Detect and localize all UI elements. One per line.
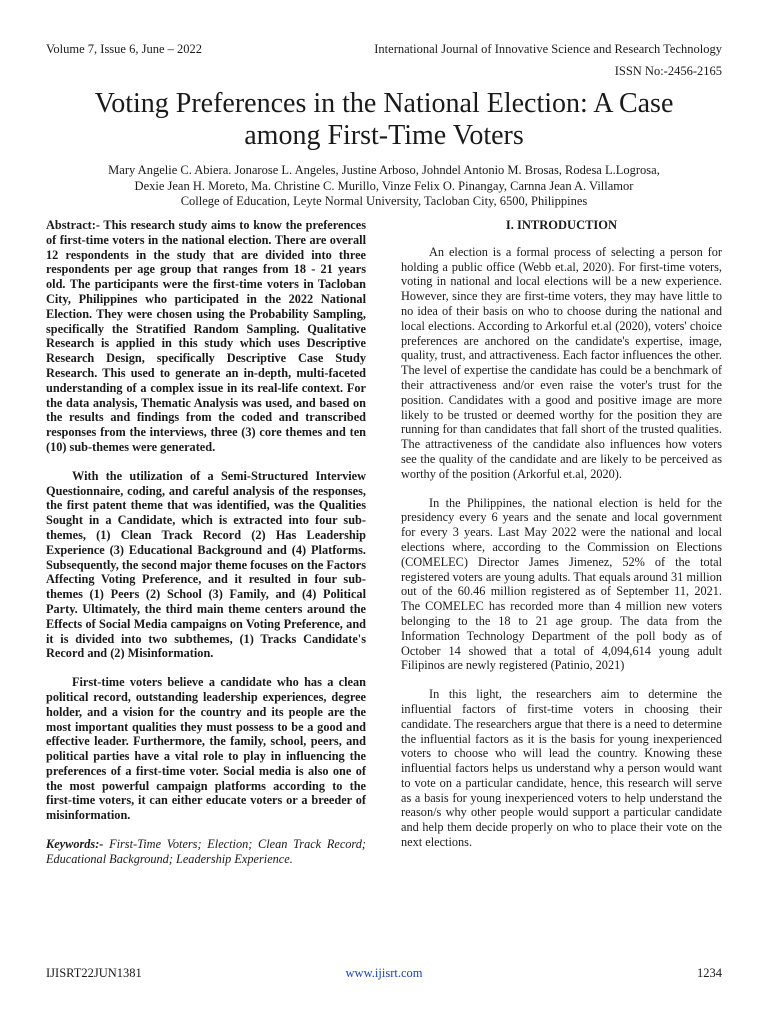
author-list-line-1: Mary Angelie C. Abiera. Jonarose L. Angeles, Justine Arboso, Johndel Antonio M. Brosas, Rodesa L.Logrosa, bbox=[108, 163, 660, 177]
introduction-paragraph-3: In this light, the researchers aim to determine the influential factors of first-time voters in choosing their candidate. The researchers argue that there is a need to determine the influential factors as it is the basis for young inexperienced voters to choose who will lead the country. Knowing these influential factors helps us understand why a person would want to vote on a particular candidate, hence, this research will serve as a basis for young inexperienced voters to help understand the reason/s why other people would support a particular candidate and help them decide properly on who to place their vote on the next elections. bbox=[401, 687, 722, 850]
footer-website bbox=[0, 966, 768, 981]
introduction-paragraph-1: An election is a formal process of selecting a person for holding a public office (Webb et.al, 2020). For first-time voters, voting in national and local elections will be a new experience. However, since they are first-time voters, they may have little to no idea of their basis on who to choose during the national and local elections. According to Arkorful et.al (2020), voters' choice preferences are anchored on the candidate's expertise, image, quality, trust, and attractiveness. Each factor influences the other. The level of expertise the candidate has could be a benchmark of their attractiveness and/or even raise the voter's trust for the position. Candidates with a good and positive image are more likely to be trusted or deemed worthy for the position they are running for than candidates that fall short of the trusted qualities. The attractiveness of the candidate also influences how voters see the quality of the candidate and are likely to be perceived as worthy of the position (Arkorful et.al, 2020). bbox=[401, 244, 722, 481]
introduction-paragraph-2: In the Philippines, the national election is held for the presidency every 6 years and the senate and local government for every 3 years. Last May 2022 were the national and local elections where, according to the Commission on Elections (COMELEC) Director James Jimenez, 52% of the total registered voters are young adults. That equals around 31 million out of the 60.46 million registered as of September 11, 2021. The COMELEC has recorded more than 4 million new voters belonging to the 18 to 21 age group. The data from the Information Technology Department of the poll body as of October 14 showed that a total of 4,094,614 young adult Filipinos are newly registered (Patinio, 2021) bbox=[401, 495, 722, 673]
introduction-column bbox=[401, 218, 722, 864]
abstract-paragraph-2: With the utilization of a Semi-Structured Interview Questionnaire, coding, and careful analysis of the responses, the first patent theme that was identified, was the Qualities Sought in a Candidate, which is extracted into four sub-themes, (1) Clean Track Record (2) Has Leadership Experience (3) Educational Background and (4) Platforms. Subsequently, the second major theme focuses on the Factors Affecting Voting Preference, and it resulted in four sub-themes (1) Peers (2) School (3) Family, and (4) Political Party. Ultimately, the third main theme centers around the Effects of Social Media campaigns on Voting Preference, and it is divided into two subthemes, (1) Tracks Candidate's Record and (2) Misinformation. bbox=[46, 468, 366, 661]
keywords-list: First-Time Voters; Election; Clean Track Record; Educational Background; Leadership Experience. bbox=[46, 837, 366, 866]
author-affiliation: College of Education, Leyte Normal University, Tacloban City, 6500, Philippines bbox=[180, 194, 588, 208]
paper-title: Voting Preferences in the National Election: A Case among First-Time Voters bbox=[94, 88, 674, 151]
page-number: 1234 bbox=[697, 966, 722, 980]
journal-volume: Volume 7, Issue 6, June – 2022 bbox=[46, 42, 203, 56]
abstract-paragraph-3: First-time voters believe a candidate who has a clean political record, outstanding leadership experiences, degree holder, and a vision for the country and its people are the most important qualities they must possess to be a good and effective leader. Furthermore, the family, school, peers, and political parties have a vital role to play in influencing the preferences of a first-time voter. Social media is also one of the most powerful campaign platforms according to the first-time voters, it can either educate voters or a breeder of misinformation. bbox=[46, 675, 366, 823]
website-link[interactable]: www.ijisrt.com bbox=[345, 966, 423, 980]
journal-name: International Journal of Innovative Science and Research Technology bbox=[374, 42, 722, 56]
abstract-column bbox=[46, 218, 366, 881]
paper-id: IJISRT22JUN1381 bbox=[46, 966, 142, 980]
issn-number: ISSN No:-2456-2165 bbox=[614, 64, 722, 78]
author-list-line-2: Dexie Jean H. Moreto, Ma. Christine C. Murillo, Vinze Felix O. Pinangay, Carnna Jean A. Villamor bbox=[134, 178, 634, 193]
keywords bbox=[46, 837, 366, 867]
introduction-heading: I. INTRODUCTION bbox=[505, 218, 618, 232]
author-block bbox=[60, 163, 708, 210]
abstract-paragraph-1: Abstract:- This research study aims to know the preferences of first-time voters in the national election. There are overall 12 respondents in the study that are divided into three respondents per age group that ranges from 18 - 21 years old. The participants were the first-time voters in Tacloban City, Philippines who participated in the 2022 National Election. They were chosen using the Probability Sampling, specifically the Stratified Random Sampling. Qualitative Research is applied in this study which uses Descriptive Research Design, specifically Descriptive Case Study Research. This used to generate an in-depth, multi-faceted understanding of a complex issue in its real-life context. For the data analysis, Thematic Analysis was used, and based on the results and findings from the coded and transcribed responses from the interviews, three (3) core themes and ten (10) sub-themes were generated. bbox=[46, 218, 366, 454]
keywords-label: Keywords:- bbox=[46, 837, 104, 852]
